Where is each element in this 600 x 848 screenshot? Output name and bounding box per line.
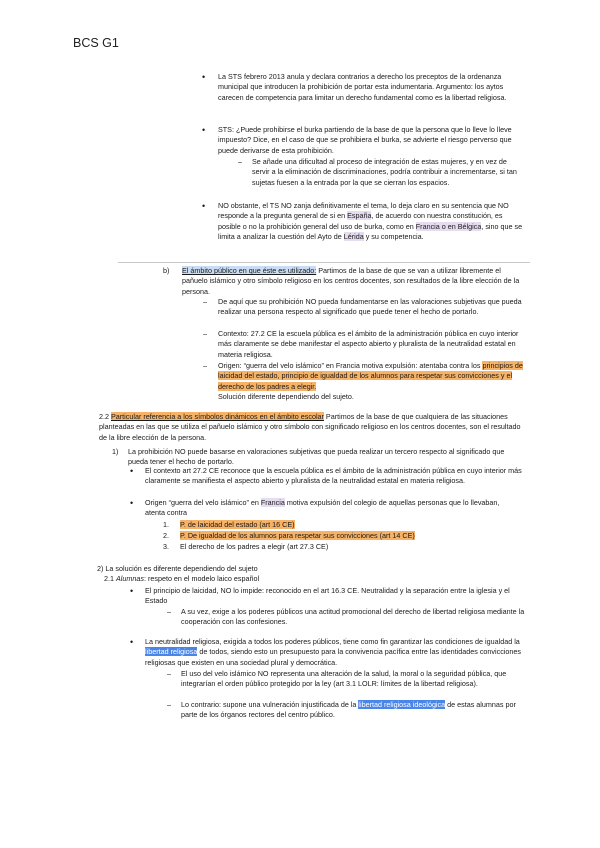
paragraph [218,201,526,242]
paragraph [99,412,525,443]
bullet-icon: • [130,637,134,647]
list-item [180,542,328,552]
highlight: España [347,211,372,221]
bullet-icon: • [202,72,206,82]
paragraph [252,157,524,188]
list-number: 1. [163,520,169,529]
paragraph [218,125,523,156]
text: 2.2 [99,412,111,421]
highlight: principios de laicidad del estado, principio de igualdad de los alumnos para respetar sus convicciones y el derecho de los padres a elegir. [218,361,523,391]
paragraph [182,266,522,297]
text: A su vez, exige a los poderes públicos una actitud promocional del derecho de libertad religiosa mediante la cooperación con las confesiones. [181,607,525,627]
dash-icon: – [167,607,171,616]
dash-icon: – [167,669,171,678]
text: El derecho de los padres a elegir (art 27.3 CE) [180,542,329,551]
list-item [180,531,415,541]
paragraph [145,637,525,668]
paragraph [145,586,525,607]
paragraph [218,329,524,360]
text: La prohibición NO puede basarse en valoraciones subjetivas que pueda realizar un tercero respecto al significado que pueda tener el hecho de portarlo. [128,447,505,467]
highlight: libertad religiosa ideológica [358,700,446,709]
list-item [180,520,295,530]
text: de estas alumnas por parte de los órganos rectores del centro público. [181,700,516,720]
divider [118,262,530,263]
dash-icon: – [203,329,207,338]
text: El uso del velo islámico NO representa una alteración de la salud, la moral o la seguridad pública, que integrarían el orden público protegido por la ley (art 3.1 LOLR: límites de la libertad religiosa). [181,669,507,689]
paragraph [218,361,524,402]
text: 2.1 [104,574,116,583]
highlight: Francia o en Bélgica [415,221,482,231]
text: Partimos de la base de que cualquiera de las situaciones planteadas en las que se utiliza el pañuelo islámico y otro símbolo con significado religioso en los centros docentes, son el resultado de la libre elección de la persona. [99,412,521,442]
paragraph [181,700,526,721]
dash-icon: – [167,700,171,709]
list-number: 1) [112,447,119,456]
highlight: Francia [260,498,285,507]
text: La neutralidad religiosa, exigida a todos los poderes públicos, tiene como fin garantizar las condiciones de igualdad la [145,637,520,646]
paragraph [128,447,524,468]
text: Origen: “guerra del velo islámico” en Francia motiva expulsión: atentaba contra los [218,361,483,370]
text: STS: ¿Puede prohibirse el burka partiendo de la base de que la persona que lo lleve lo lleve impuesto? Dice, en el caso de que se prohibiera el burka, se advierte el riesgo perverso que puede derivarse de esta prohibición. [218,125,512,155]
dash-icon: – [203,361,207,370]
paragraph [218,297,524,318]
section-title: 2) La solución es diferente dependiendo del sujeto [97,564,258,573]
subsection-title [104,574,259,584]
highlight: libertad religiosa [145,647,198,657]
highlight: P. De igualdad de los alumnos para respetar sus convicciones (art 14 CE) [180,531,415,540]
list-label: b) [163,266,170,275]
text: motiva expulsión del colegio de aquellas personas que lo llevaban, atenta contra [145,498,500,518]
bullet-icon: • [130,466,134,476]
text: , sino que se limita a analizar la cuestión del Ayto de [218,221,523,241]
text: El principio de laicidad, NO lo impide: reconocido en el art 16.3 CE. Neutralidad y la separación entre la iglesia y el Estado [145,586,510,606]
text: de todos, siendo esto un presupuesto para la convivencia pacífica entre las identidades convicciones religiosas que existen en una sociedad plural y democrática. [145,647,521,667]
bullet-icon: • [130,498,134,508]
list-number: 2. [163,531,169,540]
list-number: 3. [163,542,169,551]
paragraph [145,466,525,487]
bullet-icon: • [202,125,206,135]
text: Contexto: 27.2 CE la escuela pública es el ámbito de la administración pública en cuyo interior más claramente se debe manifestar el aspecto abierto y pluralista de la neutralidad estatal en materia religiosa. [218,329,519,359]
text: De aquí que su prohibición NO pueda fundamentarse en las valoraciones subjetivas que pueda realizar una persona respecto al significado que puede tener el hecho de portarlo. [218,297,522,317]
text: La STS febrero 2013 anula y declara contrarios a derecho los preceptos de la ordenanza municipal que introducen la prohibición de portar esta indumentaria. Argumento: los aytos carecen de competencia para limitar un derecho fundamental como es la libertad religiosa. [218,72,507,102]
highlight: P. de laicidad del estado (art 16 CE) [180,520,295,529]
paragraph [218,72,518,103]
paragraph [181,607,526,628]
bullet-icon: • [130,586,134,596]
text: y su competencia. [363,231,424,241]
text: Solución diferente dependiendo del sujeto. [218,391,354,401]
text: Se añade una dificultad al proceso de integración de estas mujeres, y en vez de servir a la eliminación de discriminaciones, podría contribuir a incrementarse, si tan sujetas fuesen a la entrada por la que se cierran los espacios. [252,157,517,187]
text: NO obstante, el TS NO zanja definitivamente el tema, lo deja claro en su sentencia que NO responde a la pregunta general de si en [218,201,509,221]
text: : respeto en el modelo laico español [143,574,260,583]
text: Lo contrario: supone una vulneración injustificada de la [181,700,359,709]
text: El contexto art 27.2 CE reconoce que la escuela pública es el ámbito de la administración pública en cuyo interior más claramente se manifiesta el aspecto abierto y pluralista de la neutralidad estatal en materia religiosa. [145,466,522,486]
paragraph [145,498,515,519]
text: , de acuerdo con nuestra constitución, es posible o no la prohibición general del uso de burka, como en [218,211,503,231]
text: Partimos de la base de que se van a utilizar libremente el pañuelo islámico y otro símbolo religioso en los centros docentes, son resultados de la libre elección de la persona. [182,266,520,296]
dash-icon: – [203,297,207,306]
text: Origen “guerra del velo islámico” en [145,498,261,507]
highlight: Particular referencia a los símbolos dinámicos en el ámbito escolar [111,412,324,421]
dash-icon: – [238,157,242,166]
highlight: El ámbito público en que éste es utilizado: [182,266,317,275]
text: Alumnas [116,574,144,583]
highlight: Lérida [343,231,364,241]
document-header: BCS G1 [73,36,119,50]
bullet-icon: • [202,201,206,211]
paragraph [181,669,526,690]
